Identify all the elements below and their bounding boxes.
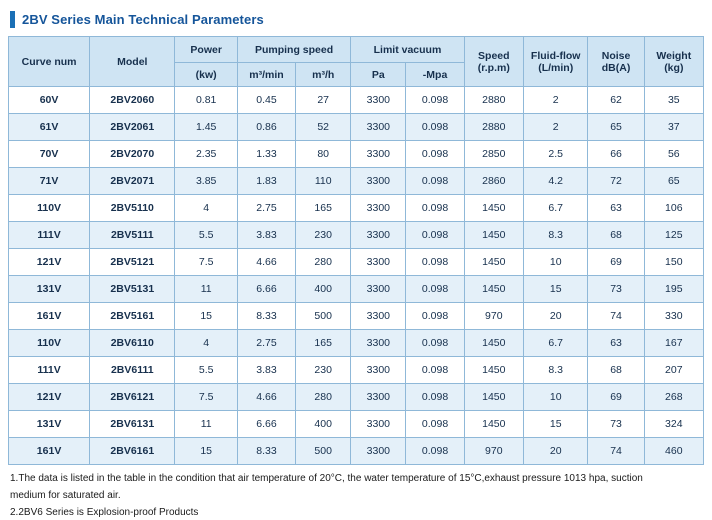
cell-limit-vacuum-mpa: 0.098 xyxy=(406,438,464,465)
cell-noise: 65 xyxy=(588,114,644,141)
cell-pumping-speed-m3h: 500 xyxy=(296,438,351,465)
cell-limit-vacuum-pa: 3300 xyxy=(351,222,406,249)
cell-pumping-speed-m3h: 27 xyxy=(296,87,351,114)
cell-pumping-speed-m3min: 6.66 xyxy=(237,411,295,438)
cell-pumping-speed-m3h: 400 xyxy=(296,411,351,438)
cell-limit-vacuum-mpa: 0.098 xyxy=(406,141,464,168)
cell-speed: 1450 xyxy=(464,330,523,357)
cell-noise: 73 xyxy=(588,411,644,438)
column-header-weight-unit: (kg) xyxy=(664,61,684,74)
cell-speed: 1450 xyxy=(464,357,523,384)
cell-model: 2BV2061 xyxy=(90,114,175,141)
table-row xyxy=(9,222,704,249)
cell-pumping-speed-m3min: 2.75 xyxy=(237,330,295,357)
column-header-pumping-speed-m3h: m³/h xyxy=(296,63,351,87)
cell-noise: 72 xyxy=(588,168,644,195)
cell-pumping-speed-m3h: 110 xyxy=(296,168,351,195)
column-header-limit-vacuum-mpa: -Mpa xyxy=(406,63,464,87)
table-row xyxy=(9,276,704,303)
cell-fluid-flow: 15 xyxy=(523,276,588,303)
table-row xyxy=(9,303,704,330)
table-row xyxy=(9,114,704,141)
cell-limit-vacuum-pa: 3300 xyxy=(351,330,406,357)
cell-pumping-speed-m3min: 3.83 xyxy=(237,357,295,384)
cell-limit-vacuum-pa: 3300 xyxy=(351,411,406,438)
cell-noise: 74 xyxy=(588,438,644,465)
cell-power: 2.35 xyxy=(175,141,237,168)
cell-limit-vacuum-mpa: 0.098 xyxy=(406,87,464,114)
cell-limit-vacuum-pa: 3300 xyxy=(351,114,406,141)
cell-weight: 324 xyxy=(644,411,703,438)
table-row xyxy=(9,438,704,465)
cell-weight: 35 xyxy=(644,87,703,114)
cell-weight: 195 xyxy=(644,276,703,303)
cell-noise: 66 xyxy=(588,141,644,168)
column-header-weight-label: Weight xyxy=(656,49,692,62)
cell-power: 15 xyxy=(175,303,237,330)
cell-weight: 125 xyxy=(644,222,703,249)
cell-noise: 69 xyxy=(588,384,644,411)
cell-fluid-flow: 4.2 xyxy=(523,168,588,195)
cell-fluid-flow: 20 xyxy=(523,303,588,330)
cell-limit-vacuum-mpa: 0.098 xyxy=(406,303,464,330)
cell-pumping-speed-m3h: 165 xyxy=(296,330,351,357)
column-header-fluid-flow-label: Fluid-flow xyxy=(530,49,581,62)
cell-curve-num: 111V xyxy=(9,357,90,384)
table-header xyxy=(9,37,704,87)
cell-speed: 2880 xyxy=(464,87,523,114)
cell-limit-vacuum-pa: 3300 xyxy=(351,168,406,195)
cell-weight: 106 xyxy=(644,195,703,222)
cell-model: 2BV6131 xyxy=(90,411,175,438)
title-accent-bar xyxy=(10,11,15,28)
cell-pumping-speed-m3min: 8.33 xyxy=(237,438,295,465)
cell-fluid-flow: 20 xyxy=(523,438,588,465)
cell-power: 7.5 xyxy=(175,384,237,411)
cell-noise: 74 xyxy=(588,303,644,330)
cell-speed: 1450 xyxy=(464,276,523,303)
cell-fluid-flow: 6.7 xyxy=(523,330,588,357)
cell-pumping-speed-m3min: 1.83 xyxy=(237,168,295,195)
table-row xyxy=(9,249,704,276)
table-row xyxy=(9,141,704,168)
column-header-noise xyxy=(588,37,644,87)
cell-pumping-speed-m3min: 6.66 xyxy=(237,276,295,303)
cell-model: 2BV5161 xyxy=(90,303,175,330)
cell-noise: 63 xyxy=(588,195,644,222)
cell-fluid-flow: 6.7 xyxy=(523,195,588,222)
cell-model: 2BV6161 xyxy=(90,438,175,465)
cell-fluid-flow: 10 xyxy=(523,249,588,276)
cell-curve-num: 60V xyxy=(9,87,90,114)
cell-noise: 68 xyxy=(588,357,644,384)
cell-curve-num: 110V xyxy=(9,330,90,357)
cell-weight: 460 xyxy=(644,438,703,465)
cell-pumping-speed-m3h: 500 xyxy=(296,303,351,330)
cell-limit-vacuum-pa: 3300 xyxy=(351,357,406,384)
cell-pumping-speed-m3h: 165 xyxy=(296,195,351,222)
cell-speed: 1450 xyxy=(464,249,523,276)
column-header-noise-label: Noise xyxy=(601,49,631,62)
cell-pumping-speed-m3min: 1.33 xyxy=(237,141,295,168)
cell-noise: 68 xyxy=(588,222,644,249)
table-body xyxy=(9,87,704,465)
note-1-line-2: medium for saturated air. xyxy=(10,490,121,501)
cell-power: 11 xyxy=(175,276,237,303)
cell-curve-num: 121V xyxy=(9,384,90,411)
cell-curve-num: 131V xyxy=(9,411,90,438)
note-1-line-1: 1.The data is listed in the table in the condition that air temperature of 20°C, the water temperature of 15°C,exhaust pressure 1013 hpa, suction xyxy=(10,473,643,484)
cell-pumping-speed-m3min: 3.83 xyxy=(237,222,295,249)
cell-pumping-speed-m3h: 230 xyxy=(296,357,351,384)
cell-pumping-speed-m3h: 400 xyxy=(296,276,351,303)
cell-model: 2BV5111 xyxy=(90,222,175,249)
cell-model: 2BV2060 xyxy=(90,87,175,114)
cell-pumping-speed-m3min: 4.66 xyxy=(237,249,295,276)
table-row xyxy=(9,357,704,384)
cell-pumping-speed-m3min: 0.86 xyxy=(237,114,295,141)
cell-limit-vacuum-pa: 3300 xyxy=(351,276,406,303)
cell-limit-vacuum-pa: 3300 xyxy=(351,87,406,114)
cell-limit-vacuum-mpa: 0.098 xyxy=(406,330,464,357)
cell-speed: 1450 xyxy=(464,411,523,438)
column-header-fluid-flow-unit: (L/min) xyxy=(538,61,574,74)
cell-fluid-flow: 15 xyxy=(523,411,588,438)
column-header-power: Power xyxy=(175,37,237,63)
cell-pumping-speed-m3h: 80 xyxy=(296,141,351,168)
cell-limit-vacuum-mpa: 0.098 xyxy=(406,276,464,303)
column-header-curve-num: Curve num xyxy=(9,37,90,87)
cell-weight: 56 xyxy=(644,141,703,168)
cell-speed: 2880 xyxy=(464,114,523,141)
table-row xyxy=(9,411,704,438)
cell-pumping-speed-m3h: 280 xyxy=(296,384,351,411)
cell-pumping-speed-m3h: 230 xyxy=(296,222,351,249)
cell-limit-vacuum-mpa: 0.098 xyxy=(406,384,464,411)
cell-power: 4 xyxy=(175,195,237,222)
cell-model: 2BV5110 xyxy=(90,195,175,222)
cell-fluid-flow: 2 xyxy=(523,114,588,141)
cell-pumping-speed-m3min: 2.75 xyxy=(237,195,295,222)
cell-speed: 2850 xyxy=(464,141,523,168)
cell-weight: 207 xyxy=(644,357,703,384)
cell-noise: 62 xyxy=(588,87,644,114)
page-title-text: 2BV Series Main Technical Parameters xyxy=(22,11,264,27)
column-header-pumping-speed: Pumping speed xyxy=(237,37,350,63)
cell-pumping-speed-m3h: 52 xyxy=(296,114,351,141)
cell-speed: 1450 xyxy=(464,222,523,249)
column-header-weight xyxy=(644,37,703,87)
cell-power: 1.45 xyxy=(175,114,237,141)
page-title xyxy=(10,8,704,30)
cell-speed: 1450 xyxy=(464,384,523,411)
cell-speed: 2860 xyxy=(464,168,523,195)
cell-limit-vacuum-mpa: 0.098 xyxy=(406,411,464,438)
cell-weight: 167 xyxy=(644,330,703,357)
cell-power: 3.85 xyxy=(175,168,237,195)
cell-model: 2BV6110 xyxy=(90,330,175,357)
cell-limit-vacuum-pa: 3300 xyxy=(351,195,406,222)
cell-limit-vacuum-mpa: 0.098 xyxy=(406,168,464,195)
column-header-speed-label: Speed xyxy=(478,49,510,62)
cell-pumping-speed-m3min: 0.45 xyxy=(237,87,295,114)
column-header-speed-unit: (r.p.m) xyxy=(477,61,510,74)
cell-power: 5.5 xyxy=(175,222,237,249)
notes-section xyxy=(10,472,704,520)
table-row xyxy=(9,168,704,195)
cell-weight: 65 xyxy=(644,168,703,195)
cell-limit-vacuum-pa: 3300 xyxy=(351,249,406,276)
cell-noise: 69 xyxy=(588,249,644,276)
cell-pumping-speed-m3min: 4.66 xyxy=(237,384,295,411)
column-header-noise-unit: dB(A) xyxy=(601,61,631,74)
column-header-pumping-speed-m3min: m³/min xyxy=(237,63,295,87)
cell-fluid-flow: 8.3 xyxy=(523,357,588,384)
cell-model: 2BV2070 xyxy=(90,141,175,168)
cell-limit-vacuum-mpa: 0.098 xyxy=(406,195,464,222)
cell-curve-num: 71V xyxy=(9,168,90,195)
cell-weight: 268 xyxy=(644,384,703,411)
cell-speed: 1450 xyxy=(464,195,523,222)
cell-noise: 63 xyxy=(588,330,644,357)
cell-limit-vacuum-pa: 3300 xyxy=(351,141,406,168)
cell-noise: 73 xyxy=(588,276,644,303)
cell-limit-vacuum-pa: 3300 xyxy=(351,384,406,411)
cell-curve-num: 121V xyxy=(9,249,90,276)
column-header-speed xyxy=(464,37,523,87)
cell-weight: 37 xyxy=(644,114,703,141)
cell-power: 15 xyxy=(175,438,237,465)
technical-parameters-table xyxy=(8,36,704,465)
cell-limit-vacuum-mpa: 0.098 xyxy=(406,114,464,141)
cell-model: 2BV2071 xyxy=(90,168,175,195)
cell-power: 7.5 xyxy=(175,249,237,276)
cell-fluid-flow: 2 xyxy=(523,87,588,114)
column-header-limit-vacuum: Limit vacuum xyxy=(351,37,464,63)
table-header-row-top xyxy=(9,37,704,63)
cell-model: 2BV5121 xyxy=(90,249,175,276)
cell-power: 5.5 xyxy=(175,357,237,384)
cell-limit-vacuum-pa: 3300 xyxy=(351,438,406,465)
cell-model: 2BV5131 xyxy=(90,276,175,303)
cell-power: 4 xyxy=(175,330,237,357)
column-header-power-unit: (kw) xyxy=(175,63,237,87)
column-header-limit-vacuum-pa: Pa xyxy=(351,63,406,87)
cell-curve-num: 70V xyxy=(9,141,90,168)
table-row xyxy=(9,195,704,222)
cell-pumping-speed-m3h: 280 xyxy=(296,249,351,276)
cell-fluid-flow: 2.5 xyxy=(523,141,588,168)
cell-weight: 330 xyxy=(644,303,703,330)
cell-limit-vacuum-mpa: 0.098 xyxy=(406,222,464,249)
cell-curve-num: 110V xyxy=(9,195,90,222)
cell-model: 2BV6121 xyxy=(90,384,175,411)
cell-model: 2BV6111 xyxy=(90,357,175,384)
table-row xyxy=(9,330,704,357)
cell-limit-vacuum-mpa: 0.098 xyxy=(406,249,464,276)
table-row xyxy=(9,384,704,411)
column-header-fluid-flow xyxy=(523,37,588,87)
cell-curve-num: 61V xyxy=(9,114,90,141)
table-row xyxy=(9,87,704,114)
cell-fluid-flow: 8.3 xyxy=(523,222,588,249)
cell-curve-num: 161V xyxy=(9,438,90,465)
note-2: 2.2BV6 Series is Explosion-proof Products xyxy=(10,507,199,518)
cell-power: 0.81 xyxy=(175,87,237,114)
cell-weight: 150 xyxy=(644,249,703,276)
cell-pumping-speed-m3min: 8.33 xyxy=(237,303,295,330)
column-header-model: Model xyxy=(90,37,175,87)
cell-power: 11 xyxy=(175,411,237,438)
cell-curve-num: 161V xyxy=(9,303,90,330)
cell-speed: 970 xyxy=(464,438,523,465)
cell-curve-num: 111V xyxy=(9,222,90,249)
cell-speed: 970 xyxy=(464,303,523,330)
cell-curve-num: 131V xyxy=(9,276,90,303)
cell-fluid-flow: 10 xyxy=(523,384,588,411)
cell-limit-vacuum-pa: 3300 xyxy=(351,303,406,330)
cell-limit-vacuum-mpa: 0.098 xyxy=(406,357,464,384)
